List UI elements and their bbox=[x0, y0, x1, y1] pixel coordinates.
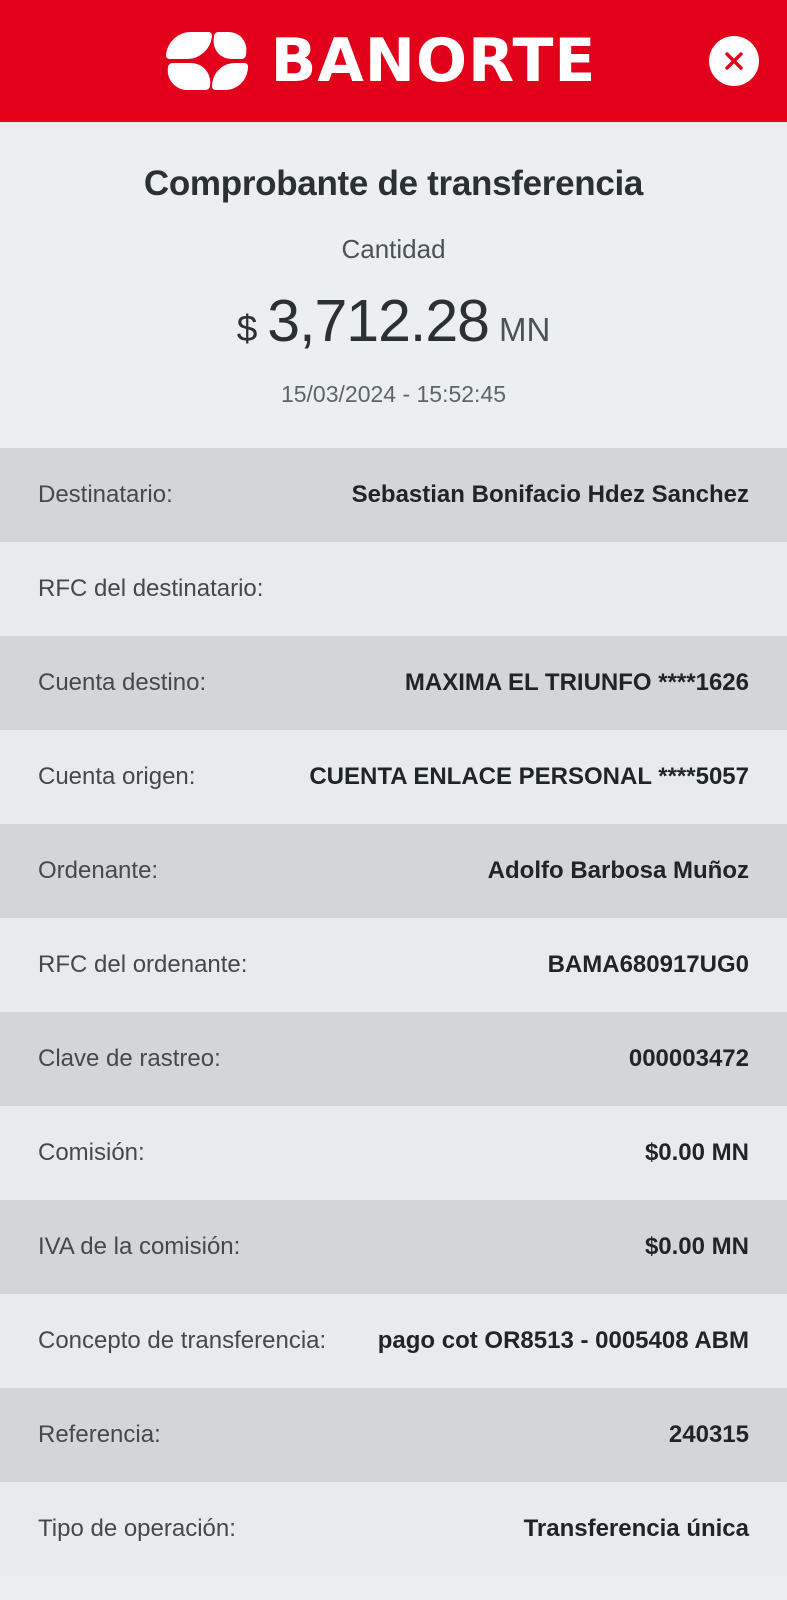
detail-label: Concepto de transferencia: bbox=[38, 1327, 327, 1354]
detail-value: CUENTA ENLACE PERSONAL ****5057 bbox=[309, 762, 749, 790]
detail-value: Sebastian Bonifacio Hdez Sanchez bbox=[351, 480, 749, 508]
detail-label: RFC del destinatario: bbox=[38, 575, 264, 602]
brand-name: BANORTE bbox=[270, 26, 597, 96]
detail-value: Transferencia única bbox=[523, 1514, 749, 1542]
currency-symbol: $ bbox=[236, 308, 258, 349]
page-title: Comprobante de transferencia bbox=[143, 164, 644, 203]
close-icon[interactable] bbox=[709, 36, 759, 86]
detail-row bbox=[0, 824, 787, 918]
detail-value: $0.00 MN bbox=[644, 1232, 749, 1260]
detail-row bbox=[0, 1200, 787, 1294]
detail-value: 240315 bbox=[668, 1420, 749, 1448]
banorte-bolt-icon bbox=[167, 30, 253, 92]
detail-row bbox=[0, 1482, 787, 1576]
detail-value: BAMA680917UG0 bbox=[547, 950, 749, 978]
detail-row bbox=[0, 918, 787, 1012]
detail-label: Tipo de operación: bbox=[38, 1515, 236, 1542]
currency-code: MN bbox=[498, 311, 551, 348]
detail-value: Adolfo Barbosa Muñoz bbox=[487, 856, 749, 884]
detail-row bbox=[0, 448, 787, 542]
detail-row bbox=[0, 1106, 787, 1200]
detail-value: $0.00 MN bbox=[644, 1138, 749, 1166]
detail-label: IVA de la comisión: bbox=[38, 1233, 241, 1260]
detail-value: MAXIMA EL TRIUNFO ****1626 bbox=[404, 668, 749, 696]
detail-value: pago cot OR8513 - 0005408 ABM bbox=[377, 1326, 749, 1354]
detail-label: Cuenta origen: bbox=[38, 763, 196, 790]
amount-label: Cantidad bbox=[341, 234, 446, 264]
detail-row bbox=[0, 636, 787, 730]
detail-label: Referencia: bbox=[38, 1421, 161, 1448]
detail-value: 000003472 bbox=[628, 1044, 749, 1072]
detail-row bbox=[0, 730, 787, 824]
app-header bbox=[0, 0, 787, 122]
detail-label: Ordenante: bbox=[38, 857, 159, 884]
detail-label: Cuenta destino: bbox=[38, 669, 207, 696]
detail-row bbox=[0, 1388, 787, 1482]
detail-row bbox=[0, 542, 787, 636]
details-list bbox=[0, 448, 787, 1576]
detail-row bbox=[0, 1012, 787, 1106]
transfer-timestamp: 15/03/2024 - 15:52:45 bbox=[280, 381, 507, 407]
transfer-summary bbox=[0, 122, 787, 448]
amount-row bbox=[20, 287, 767, 355]
amount-value: 3,712.28 bbox=[267, 288, 489, 354]
banorte-logo bbox=[167, 26, 597, 96]
detail-label: Comisión: bbox=[38, 1139, 145, 1166]
detail-label: Destinatario: bbox=[38, 481, 173, 508]
detail-label: RFC del ordenante: bbox=[38, 951, 248, 978]
detail-row bbox=[0, 1294, 787, 1388]
detail-label: Clave de rastreo: bbox=[38, 1045, 221, 1072]
